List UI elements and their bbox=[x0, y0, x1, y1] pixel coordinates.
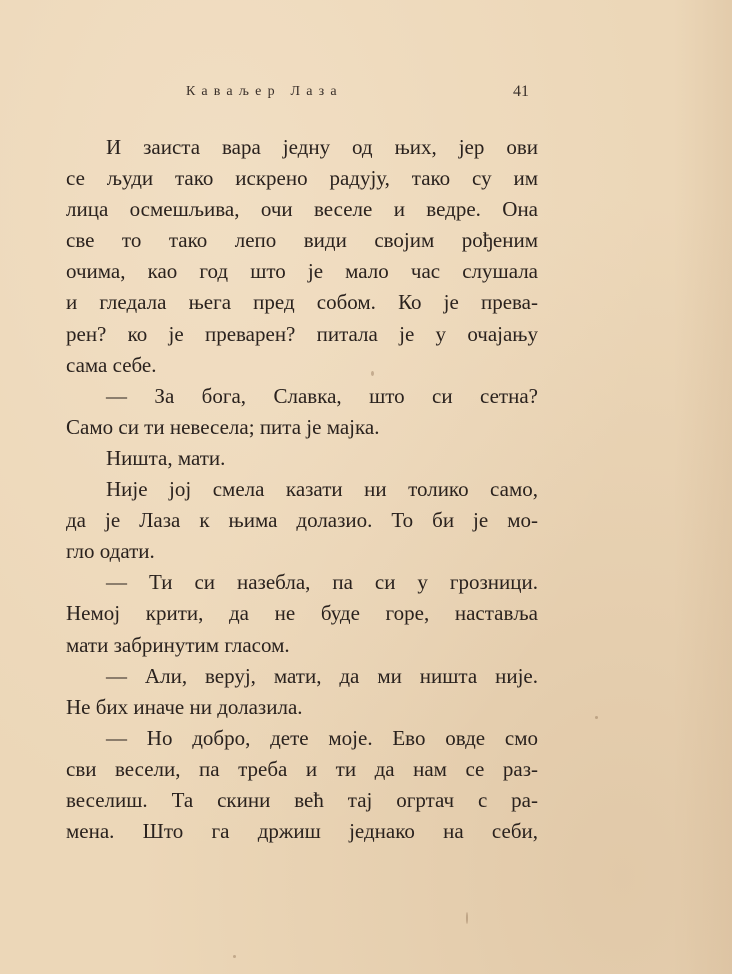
text-line: сама себе. bbox=[66, 352, 157, 377]
text-line: рен? ко је преварен? питала је у очајању bbox=[66, 321, 538, 346]
text-line: — Ти си назебла, па си у грозници. bbox=[106, 570, 538, 595]
text-line: веселиш. Та скини већ тај огртач с ра- bbox=[66, 787, 538, 812]
running-head-title: Каваљер Лаза bbox=[186, 84, 343, 99]
paper-speck bbox=[371, 371, 374, 376]
text-line: све то тако лепо види својим рођеним bbox=[66, 228, 538, 253]
text-line: Ништа, мати. bbox=[106, 445, 226, 470]
text-line: — Но добро, дете моје. Ево овде смо bbox=[106, 725, 538, 750]
text-line: лица осмешљива, очи веселе и ведре. Она bbox=[66, 197, 538, 222]
text-line: очима, као год што је мало час слушала bbox=[66, 259, 538, 284]
page-number: 41 bbox=[513, 83, 529, 100]
text-line: Не бих иначе ни долазила. bbox=[66, 694, 303, 719]
text-line: Немој крити, да не буде горе, наставља bbox=[66, 601, 538, 626]
text-line: мати забринутим гласом. bbox=[66, 632, 290, 657]
text-line: мена. Што га држиш једнако на себи, bbox=[66, 819, 538, 844]
paper-speck bbox=[233, 955, 236, 958]
text-line: и гледала њега пред собом. Ко је прева- bbox=[66, 290, 538, 315]
text-line: И заиста вара једну од њих, јер ови bbox=[106, 135, 538, 159]
text-line: да је Лаза к њима долазио. То би је мо- bbox=[66, 508, 538, 533]
text-line: сви весели, па треба и ти да нам се раз- bbox=[66, 756, 538, 781]
text-line: — Али, веруј, мати, да ми ништа није. bbox=[106, 663, 538, 688]
text-line: гло одати. bbox=[66, 539, 155, 564]
text-line: Само си ти невесела; пита је мајка. bbox=[66, 414, 380, 439]
paper-speck bbox=[466, 912, 468, 924]
text-line: — За бога, Славка, што си сетна? bbox=[106, 383, 538, 408]
paper-speck bbox=[595, 716, 598, 719]
body-text bbox=[66, 132, 538, 847]
text-line: се људи тако искрено радују, тако су им bbox=[66, 166, 538, 191]
text-line: Није јој смела казати ни толико само, bbox=[106, 477, 538, 502]
